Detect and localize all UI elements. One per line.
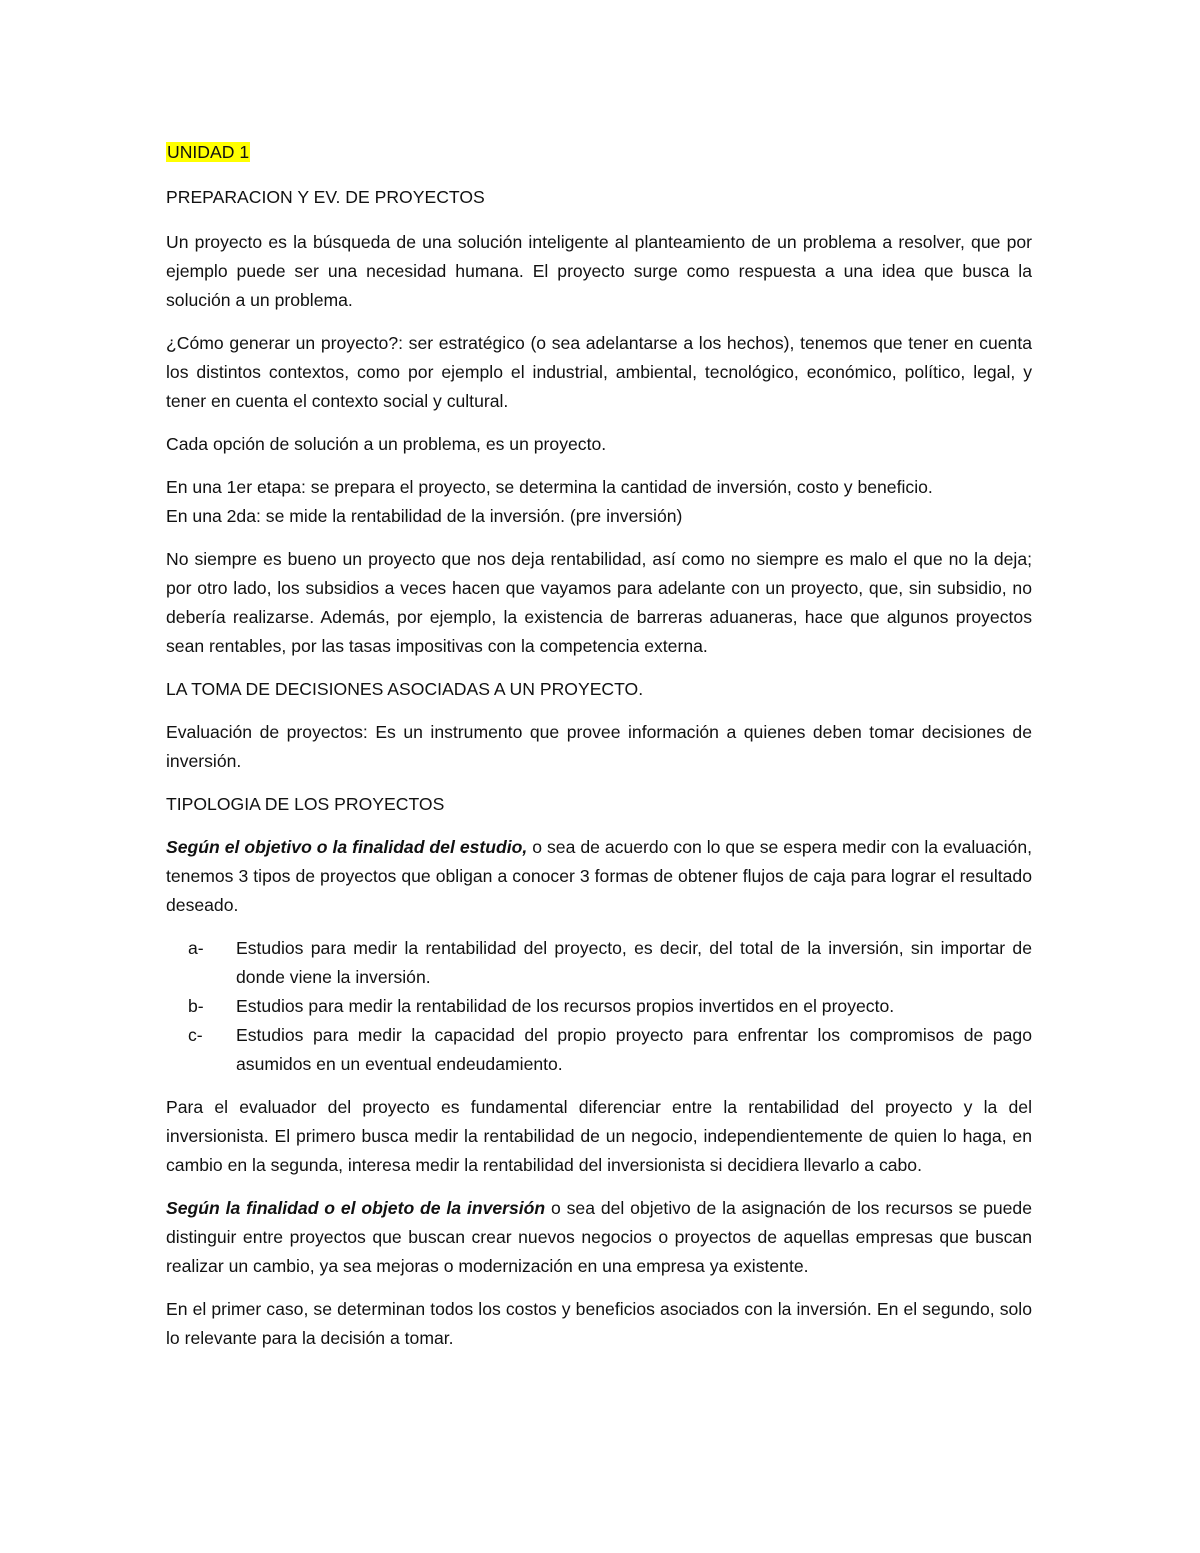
purpose-lead-text: Según la finalidad o el objeto de la inversión — [166, 1198, 546, 1218]
objective-rest-text: o sea de acuerdo con lo que se espera medir con la evaluación, tenemos 3 tipos de proyectos que obligan a conocer 3 formas de obtener flujos de caja para lograr el resultado deseado. — [166, 837, 1033, 915]
unit-title — [166, 138, 1032, 167]
list-item — [166, 992, 1032, 1021]
paragraph-cases: En el primer caso, se determinan todos los costos y beneficios asociados con la inversión. En el segundo, solo lo relevante para la decisión a tomar. — [166, 1299, 1032, 1348]
list-item-text: Estudios para medir la rentabilidad de los recursos propios invertidos en el proyecto. — [236, 996, 895, 1016]
paragraph-objective — [166, 833, 1032, 920]
list-marker: c- — [188, 1025, 203, 1045]
subject-title: PREPARACION Y EV. DE PROYECTOS — [166, 187, 485, 207]
paragraph-rentability: No siempre es bueno un proyecto que nos deja rentabilidad, así como no siempre es malo el que no la deja; por otro lado, los subsidios a veces hacen que vayamos para adelante con un proyecto, que, sin subsidio, no debería realizarse. Además, por ejemplo, la existencia de barreras aduaneras, hace que algunos proyectos sean rentables, por las tasas impositivas con la competencia externa. — [166, 549, 1032, 656]
list-marker: b- — [188, 996, 204, 1016]
paragraph-stage-1: En una 1er etapa: se prepara el proyecto, se determina la cantidad de inversión, costo y beneficio. — [166, 477, 933, 497]
paragraph-stage-2: En una 2da: se mide la rentabilidad de la inversión. (pre inversión) — [166, 506, 683, 526]
study-types-list — [166, 934, 1032, 1079]
paragraph-purpose — [166, 1194, 1032, 1281]
heading-typology: TIPOLOGIA DE LOS PROYECTOS — [166, 794, 445, 814]
list-item — [166, 934, 1032, 992]
heading-decisions: LA TOMA DE DECISIONES ASOCIADAS A UN PROYECTO. — [166, 679, 644, 699]
paragraph-solution-option: Cada opción de solución a un problema, es un proyecto. — [166, 434, 607, 454]
purpose-rest-text: o sea del objetivo de la asignación de los recursos se puede distinguir entre proyectos que buscan crear nuevos negocios o proyectos de aquellas empresas que buscan realizar un cambio, ya sea mejoras o modernización en una empresa ya existente. — [166, 1198, 1032, 1276]
paragraph-intro: Un proyecto es la búsqueda de una solución inteligente al planteamiento de un problema a resolver, que por ejemplo puede ser una necesidad humana. El proyecto surge como respuesta a una idea que busca la solución a un problema. — [166, 232, 1032, 310]
paragraph-evaluator: Para el evaluador del proyecto es fundamental diferenciar entre la rentabilidad del proyecto y la del inversionista. El primero busca medir la rentabilidad de un negocio, independientemente de quien lo haga, en cambio en la segunda, interesa medir la rentabilidad del inversionista si decidiera llevarlo a cabo. — [166, 1097, 1032, 1175]
unit-title-highlight: UNIDAD 1 — [167, 142, 250, 162]
list-item-text: Estudios para medir la capacidad del propio proyecto para enfrentar los compromisos de pago asumidos en un eventual endeudamiento. — [236, 1025, 1032, 1074]
list-item — [166, 1021, 1032, 1079]
list-item-text: Estudios para medir la rentabilidad del proyecto, es decir, del total de la inversión, sin importar de donde viene la inversión. — [236, 938, 1032, 987]
paragraph-how-to-generate: ¿Cómo generar un proyecto?: ser estratégico (o sea adelantarse a los hechos), tenemos que tener en cuenta los distintos contextos, como por ejemplo el industrial, ambiental, tecnológico, económico, político, legal, y tener en cuenta el contexto social y cultural. — [166, 333, 1032, 411]
objective-lead-text: Según el objetivo o la finalidad del estudio, — [166, 837, 528, 857]
list-marker: a- — [188, 938, 204, 958]
paragraph-evaluation: Evaluación de proyectos: Es un instrumento que provee información a quienes deben tomar decisiones de inversión. — [166, 722, 1032, 771]
